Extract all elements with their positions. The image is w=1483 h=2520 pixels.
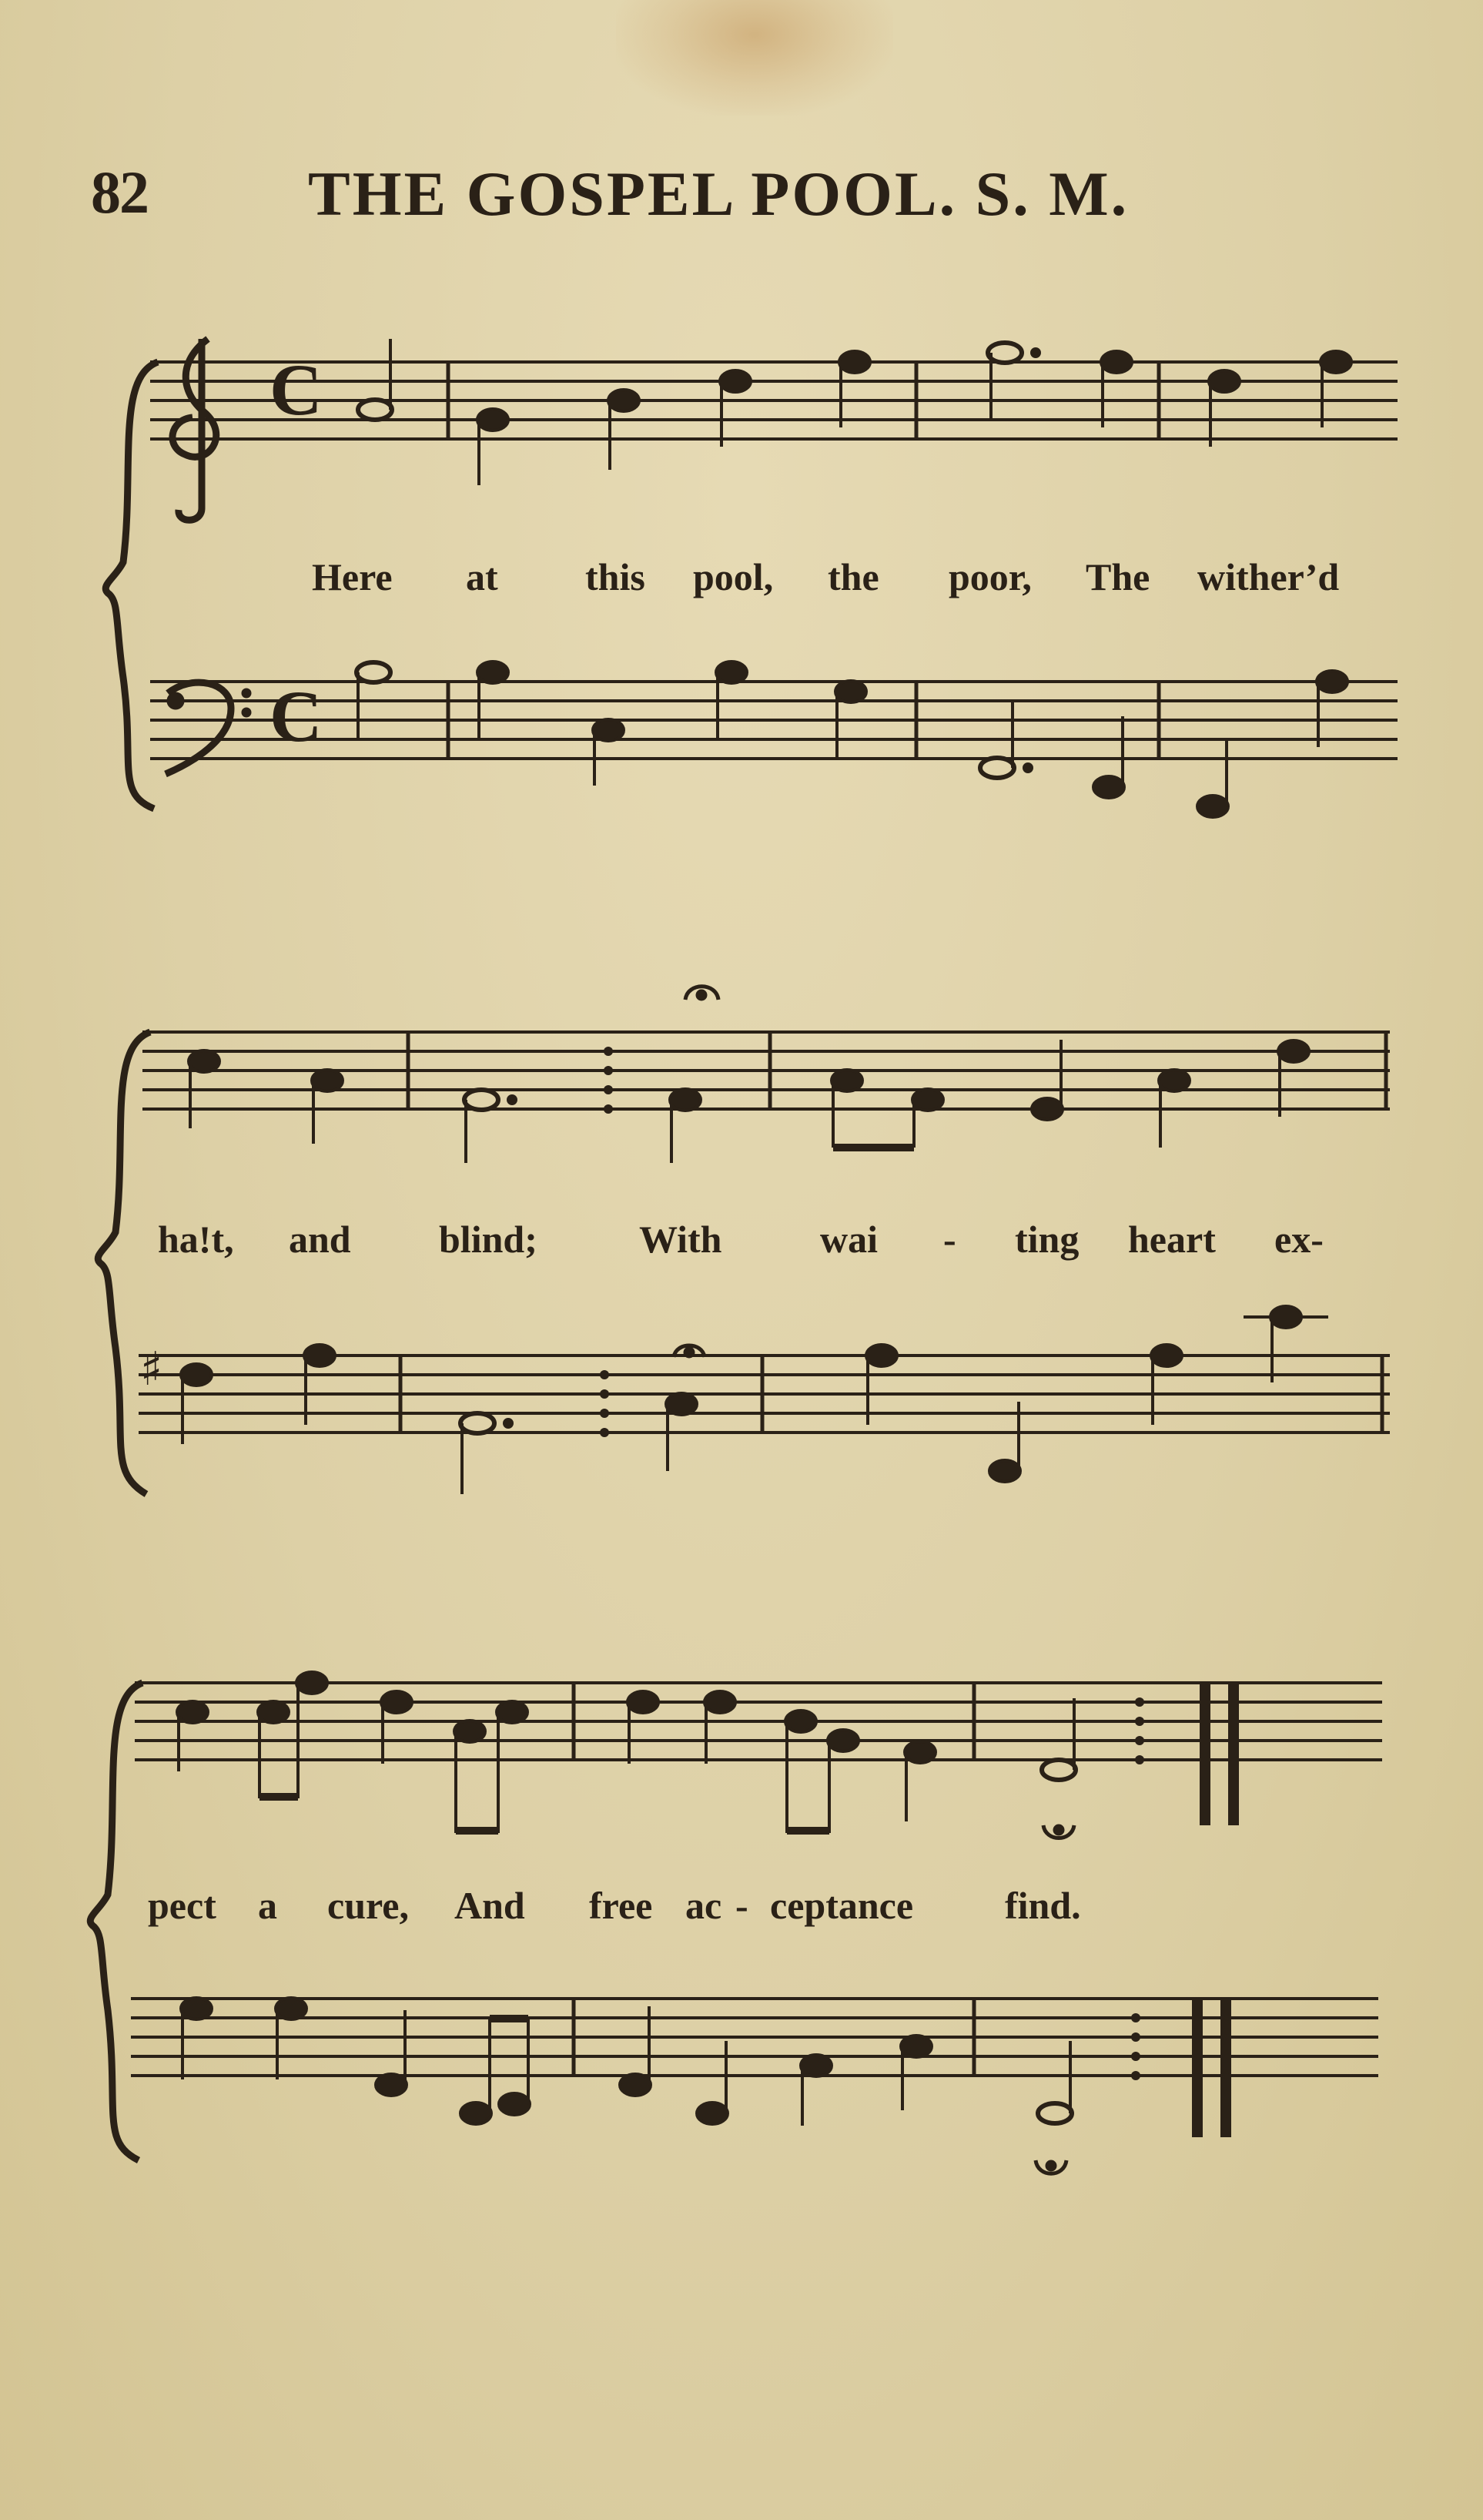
treble-staff xyxy=(135,1683,1382,1760)
barlines xyxy=(448,362,1159,759)
lyric: pect xyxy=(148,1884,216,1927)
lyric: The xyxy=(1086,555,1150,598)
treble-notes xyxy=(177,1672,1076,1835)
repeat-dots xyxy=(600,1047,613,1437)
brace-icon xyxy=(98,1032,150,1494)
page-number: 82 xyxy=(91,159,148,226)
lyric: ha!t, xyxy=(158,1218,234,1261)
bass-staff xyxy=(150,682,1398,759)
lyric: ac xyxy=(685,1884,722,1927)
fermata-icon xyxy=(674,987,718,1357)
treble-notes xyxy=(189,1040,1309,1163)
lyric: cure, xyxy=(327,1884,409,1927)
brace-icon xyxy=(105,362,158,809)
lyric: this xyxy=(585,555,645,598)
lyric: and xyxy=(289,1218,351,1261)
lyric: pool, xyxy=(693,555,774,598)
lyric: - xyxy=(735,1884,748,1927)
lyric: the xyxy=(828,555,879,598)
lyric: heart xyxy=(1128,1218,1216,1261)
final-barline xyxy=(1197,1683,1234,2137)
lyric: find. xyxy=(1005,1884,1081,1927)
lyric: With xyxy=(639,1218,722,1261)
page-header xyxy=(0,158,1483,243)
music-system xyxy=(0,1648,1483,2203)
lyric: free xyxy=(589,1884,653,1927)
bass-clef-icon xyxy=(166,682,251,774)
lyric: a xyxy=(258,1884,277,1927)
lyric: - xyxy=(943,1218,956,1261)
paper-stain xyxy=(616,0,893,116)
lyric: ex- xyxy=(1274,1218,1324,1261)
music-system xyxy=(0,331,1483,824)
lyric: poor, xyxy=(949,555,1032,598)
lyric: wither’d xyxy=(1197,555,1340,598)
bass-staff xyxy=(131,1999,1378,2076)
lyric: blind; xyxy=(439,1218,537,1261)
treble-clef-icon xyxy=(172,339,216,520)
sharp-icon: ♯ xyxy=(140,1342,163,1396)
lyric: ting xyxy=(1015,1218,1080,1261)
common-time-icon: C xyxy=(269,349,323,431)
brace-icon xyxy=(90,1683,142,2160)
page-title: THE GOSPEL POOL. S. M. xyxy=(308,159,1130,229)
music-system xyxy=(0,963,1483,1502)
bass-notes xyxy=(181,1306,1328,1494)
barlines xyxy=(400,1032,1386,1433)
common-time-icon: C xyxy=(269,675,323,757)
lyric: at xyxy=(466,555,498,598)
lyric: ceptance xyxy=(770,1884,914,1927)
lyric: And xyxy=(454,1884,525,1927)
repeat-dots xyxy=(1131,1697,1144,2080)
lyric: Here xyxy=(312,555,393,598)
lyric: wai xyxy=(820,1218,878,1261)
